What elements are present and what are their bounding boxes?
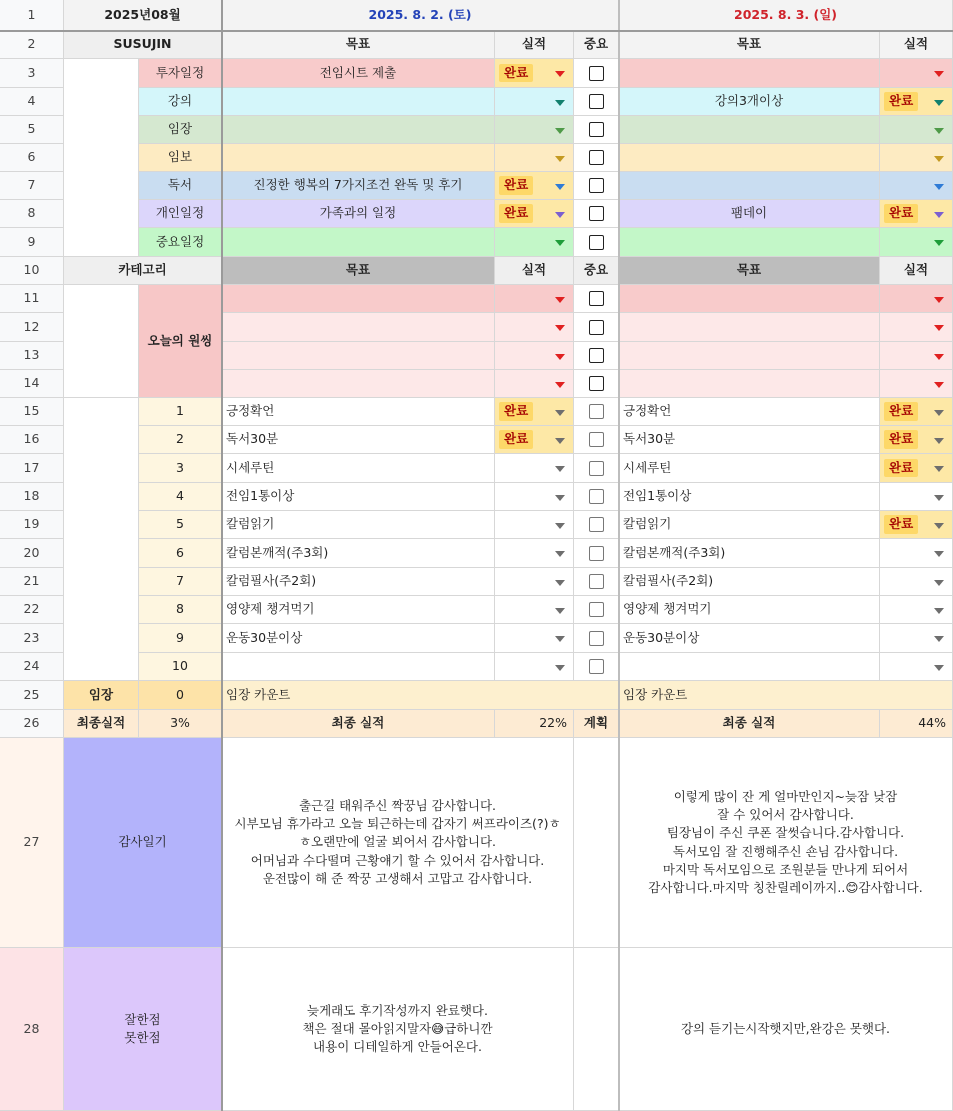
habit-number: 5 <box>139 511 222 539</box>
chevron-down-icon[interactable] <box>555 100 565 106</box>
checkbox-icon[interactable] <box>589 489 604 504</box>
gratitude-line: 어머님과 수다떨며 근황얘기 할 수 있어서 감사합니다. <box>250 852 545 868</box>
important-checkbox-cell[interactable] <box>574 596 619 624</box>
day1-goal: 가족과의 일정 <box>222 200 495 228</box>
day2-gratitude <box>619 738 953 948</box>
checkbox-icon[interactable] <box>589 150 604 165</box>
checkbox-icon[interactable] <box>589 94 604 109</box>
row-number: 16 <box>0 426 64 454</box>
day1-result-dropdown[interactable] <box>495 483 574 511</box>
gratitude-line: 감사합니다.마지막 칭찬릴레이까지..😊감사합니다. <box>648 879 923 895</box>
date-saturday: 2025. 8. 2. (토) <box>222 0 619 31</box>
important-checkbox-cell[interactable] <box>574 144 619 172</box>
day1-result-dropdown[interactable] <box>495 342 574 370</box>
habit-number: 2 <box>139 426 222 454</box>
status-chip: 완료 <box>884 92 918 110</box>
day1-result-dropdown[interactable] <box>495 426 574 454</box>
row-number: 22 <box>0 596 64 624</box>
day1-habit: 전임1통이상 <box>222 483 495 511</box>
status-chip: 완료 <box>499 402 533 420</box>
row-number: 10 <box>0 257 64 285</box>
chevron-down-icon[interactable] <box>934 551 944 557</box>
day1-goal: 전임시트 제출 <box>222 59 495 88</box>
chevron-down-icon[interactable] <box>934 325 944 331</box>
plan-label: 계획 <box>574 710 619 738</box>
row-number: 13 <box>0 342 64 370</box>
chevron-down-icon[interactable] <box>555 184 565 190</box>
chevron-down-icon[interactable] <box>934 580 944 586</box>
status-chip: 완료 <box>499 64 533 82</box>
day1-habit: 운동30분이상 <box>222 624 495 653</box>
day1-result-dropdown[interactable] <box>495 568 574 596</box>
day2-result-dropdown[interactable] <box>880 144 953 172</box>
row-number: 14 <box>0 370 64 398</box>
final-pct: 3% <box>139 710 222 738</box>
day1-habit: 시세루틴 <box>222 454 495 483</box>
status-chip: 완료 <box>499 204 533 222</box>
chevron-down-icon[interactable] <box>555 665 565 671</box>
chevron-down-icon[interactable] <box>555 382 565 388</box>
chevron-down-icon[interactable] <box>934 495 944 501</box>
gratitude-line: 출근길 태워주신 짝꿍님 감사합니다. <box>298 798 497 814</box>
review-label-bad: 못한점 <box>124 1030 161 1045</box>
day1-result-dropdown[interactable] <box>495 172 574 200</box>
blank-cell <box>574 948 619 1111</box>
day2-final-label: 최종 실적 <box>619 710 880 738</box>
day1-final-label: 최종 실적 <box>222 710 495 738</box>
day2-goal <box>619 285 880 313</box>
day1-result-dropdown[interactable] <box>495 228 574 257</box>
day2-result-dropdown[interactable] <box>880 568 953 596</box>
chevron-down-icon[interactable] <box>555 297 565 303</box>
chevron-down-icon[interactable] <box>555 438 565 444</box>
chevron-down-icon[interactable] <box>934 184 944 190</box>
checkbox-icon[interactable] <box>589 659 604 674</box>
chevron-down-icon[interactable] <box>555 325 565 331</box>
status-chip: 완료 <box>884 459 918 477</box>
day1-final-pct: 22% <box>495 710 574 738</box>
blank-cell <box>64 285 139 398</box>
gratitude-line: ㅎ오랜만에 얼굴 뵈어서 감사합니다. <box>298 834 497 850</box>
day2-goal: 팸데이 <box>619 200 880 228</box>
chevron-down-icon[interactable] <box>934 297 944 303</box>
checkbox-icon[interactable] <box>589 432 604 447</box>
checkbox-icon[interactable] <box>589 546 604 561</box>
day2-goal <box>619 59 880 88</box>
day2-habit <box>619 653 880 681</box>
imjang-label: 임장 <box>64 681 139 710</box>
habit-number: 9 <box>139 624 222 653</box>
chevron-down-icon[interactable] <box>555 466 565 472</box>
important-checkbox-cell[interactable] <box>574 313 619 342</box>
category-label: 개인일정 <box>139 200 222 228</box>
chevron-down-icon[interactable] <box>934 665 944 671</box>
checkbox-icon[interactable] <box>589 461 604 476</box>
important-checkbox-cell[interactable] <box>574 511 619 539</box>
day2-result-dropdown[interactable] <box>880 313 953 342</box>
important-checkbox-cell[interactable] <box>574 483 619 511</box>
category-label: 독서 <box>139 172 222 200</box>
habit-number: 1 <box>139 398 222 426</box>
day1-habit: 칼럼본깨적(주3회) <box>222 539 495 568</box>
important-checkbox-cell[interactable] <box>574 624 619 653</box>
status-chip: 완료 <box>499 176 533 194</box>
row-number: 1 <box>0 0 64 31</box>
day1-result-dropdown[interactable] <box>495 596 574 624</box>
day2-result-dropdown[interactable] <box>880 116 953 144</box>
vertical-divider <box>221 0 223 1111</box>
status-chip: 완료 <box>884 515 918 533</box>
checkbox-icon[interactable] <box>589 122 604 137</box>
day2-result-dropdown[interactable] <box>880 370 953 398</box>
status-chip: 완료 <box>884 430 918 448</box>
day2-habit: 칼럼본깨적(주3회) <box>619 539 880 568</box>
important-checkbox-cell[interactable] <box>574 172 619 200</box>
day1-goal <box>222 342 495 370</box>
day1-result-dropdown[interactable] <box>495 59 574 88</box>
gratitude-line: 이렇게 많이 잔 게 얼마만인지~늦잠 낮잠 <box>673 789 898 805</box>
final-label: 최종실적 <box>64 710 139 738</box>
review-label-good: 잘한점 <box>124 1011 161 1027</box>
status-chip: 완료 <box>499 430 533 448</box>
day2-goal <box>619 342 880 370</box>
gratitude-line: 잘 수 있어서 감사합니다. <box>717 807 854 823</box>
chevron-down-icon[interactable] <box>934 156 944 162</box>
chevron-down-icon[interactable] <box>555 495 565 501</box>
day1-goal: 진정한 행복의 7가지조건 완독 및 후기 <box>222 172 495 200</box>
day1-result-dropdown[interactable] <box>495 116 574 144</box>
category-label: 강의 <box>139 88 222 116</box>
row-number: 5 <box>0 116 64 144</box>
row-number: 2 <box>0 31 64 59</box>
col-goal-header: 목표 <box>619 31 880 59</box>
day1-result-dropdown[interactable] <box>495 200 574 228</box>
checkbox-icon[interactable] <box>589 348 604 363</box>
checkbox-icon[interactable] <box>589 631 604 646</box>
chevron-down-icon[interactable] <box>555 636 565 642</box>
day1-habit: 칼럼필사(주2회) <box>222 568 495 596</box>
important-checkbox-cell[interactable] <box>574 285 619 313</box>
day2-result-dropdown[interactable] <box>880 653 953 681</box>
day2-result-dropdown[interactable] <box>880 454 953 483</box>
day2-final-pct: 44% <box>880 710 953 738</box>
col-result-header: 실적 <box>495 31 574 59</box>
day1-result-dropdown[interactable] <box>495 653 574 681</box>
day1-goal <box>222 228 495 257</box>
day2-review <box>619 948 953 1111</box>
row-number: 19 <box>0 511 64 539</box>
day1-result-dropdown[interactable] <box>495 88 574 116</box>
day2-result-dropdown[interactable] <box>880 59 953 88</box>
col-result-header: 실적 <box>495 257 574 285</box>
review-label <box>64 948 222 1111</box>
row-number: 23 <box>0 624 64 653</box>
day2-result-dropdown[interactable] <box>880 88 953 116</box>
chevron-down-icon[interactable] <box>555 410 565 416</box>
category-label: 중요일정 <box>139 228 222 257</box>
imjang-count: 0 <box>139 681 222 710</box>
day2-goal <box>619 116 880 144</box>
one-thing-label: 오늘의 원씽 <box>139 285 222 398</box>
review-line: 강의 듣기는시작햇지만,완강은 못햇다. <box>680 1020 891 1036</box>
day2-habit: 칼럼읽기 <box>619 511 880 539</box>
day1-habit: 영양제 챙겨먹기 <box>222 596 495 624</box>
chevron-down-icon[interactable] <box>555 71 565 77</box>
gratitude-line: 팀장님이 주신 쿠폰 잘썻습니다.감사합니다. <box>666 825 905 841</box>
gratitude-line: 운전많이 해 준 짝꿍 고생해서 고맙고 감사합니다. <box>262 870 533 886</box>
day2-result-dropdown[interactable] <box>880 596 953 624</box>
checkbox-icon[interactable] <box>589 602 604 617</box>
day1-review <box>222 948 574 1111</box>
day2-goal <box>619 370 880 398</box>
habit-number: 3 <box>139 454 222 483</box>
day1-result-dropdown[interactable] <box>495 511 574 539</box>
day2-goal <box>619 172 880 200</box>
important-checkbox-cell[interactable] <box>574 454 619 483</box>
row-number: 24 <box>0 653 64 681</box>
day2-result-dropdown[interactable] <box>880 228 953 257</box>
vertical-divider <box>618 0 620 1111</box>
col-goal-header: 목표 <box>222 31 495 59</box>
col-important-header: 중요 <box>574 31 619 59</box>
status-chip: 완료 <box>884 402 918 420</box>
row-number: 9 <box>0 228 64 257</box>
gratitude-label: 감사일기 <box>64 738 222 948</box>
important-checkbox-cell[interactable] <box>574 653 619 681</box>
day2-result-dropdown[interactable] <box>880 511 953 539</box>
day2-habit: 영양제 챙겨먹기 <box>619 596 880 624</box>
day1-goal <box>222 313 495 342</box>
row-number: 12 <box>0 313 64 342</box>
day1-result-dropdown[interactable] <box>495 539 574 568</box>
day1-result-dropdown[interactable] <box>495 313 574 342</box>
chevron-down-icon[interactable] <box>934 212 944 218</box>
row-number: 28 <box>0 948 64 1111</box>
col-result-header: 실적 <box>880 31 953 59</box>
day2-habit: 긍정확언 <box>619 398 880 426</box>
day1-result-dropdown[interactable] <box>495 454 574 483</box>
col-important-header: 중요 <box>574 257 619 285</box>
day1-gratitude <box>222 738 574 948</box>
status-chip: 완료 <box>884 204 918 222</box>
day1-goal <box>222 144 495 172</box>
habit-number: 8 <box>139 596 222 624</box>
important-checkbox-cell[interactable] <box>574 342 619 370</box>
month-title: 2025년08월 <box>64 0 222 31</box>
row-number: 11 <box>0 285 64 313</box>
day2-result-dropdown[interactable] <box>880 426 953 454</box>
chevron-down-icon[interactable] <box>934 466 944 472</box>
gratitude-line: 마지막 독서모임으로 조원분들 만나게 되어서 <box>662 861 909 877</box>
chevron-down-icon[interactable] <box>934 382 944 388</box>
day2-imjang-count: 임장 카운트 <box>619 681 953 710</box>
row-number: 26 <box>0 710 64 738</box>
important-checkbox-cell[interactable] <box>574 539 619 568</box>
chevron-down-icon[interactable] <box>934 523 944 529</box>
day1-goal <box>222 116 495 144</box>
chevron-down-icon[interactable] <box>934 636 944 642</box>
row-number: 15 <box>0 398 64 426</box>
checkbox-icon[interactable] <box>589 574 604 589</box>
checkbox-icon[interactable] <box>589 235 604 250</box>
day2-habit: 칼럼필사(주2회) <box>619 568 880 596</box>
col-result-header: 실적 <box>880 257 953 285</box>
day1-result-dropdown[interactable] <box>495 624 574 653</box>
day2-result-dropdown[interactable] <box>880 342 953 370</box>
row-number: 21 <box>0 568 64 596</box>
blank-cell <box>64 59 139 257</box>
gratitude-line: 독서모임 잘 진행해주신 숀님 감사합니다. <box>672 843 899 859</box>
important-checkbox-cell[interactable] <box>574 228 619 257</box>
chevron-down-icon[interactable] <box>934 438 944 444</box>
owner-name: SUSUJIN <box>64 31 222 59</box>
day1-habit: 긍정확언 <box>222 398 495 426</box>
day2-result-dropdown[interactable] <box>880 285 953 313</box>
horizontal-divider <box>0 30 953 32</box>
important-checkbox-cell[interactable] <box>574 398 619 426</box>
important-checkbox-cell[interactable] <box>574 88 619 116</box>
chevron-down-icon[interactable] <box>555 523 565 529</box>
row-number: 4 <box>0 88 64 116</box>
day2-habit: 시세루틴 <box>619 454 880 483</box>
chevron-down-icon[interactable] <box>555 240 565 246</box>
chevron-down-icon[interactable] <box>555 212 565 218</box>
row-number: 18 <box>0 483 64 511</box>
gratitude-line: 시부모님 휴가라고 오늘 퇴근하는데 갑자기 써프라이즈(?)ㅎ <box>234 816 561 832</box>
day1-goal <box>222 88 495 116</box>
checkbox-icon[interactable] <box>589 376 604 391</box>
col-goal-header: 목표 <box>222 257 495 285</box>
row-number: 6 <box>0 144 64 172</box>
checkbox-icon[interactable] <box>589 517 604 532</box>
checkbox-icon[interactable] <box>589 66 604 81</box>
day1-goal <box>222 370 495 398</box>
checkbox-icon[interactable] <box>589 404 604 419</box>
important-checkbox-cell[interactable] <box>574 116 619 144</box>
chevron-down-icon[interactable] <box>934 128 944 134</box>
chevron-down-icon[interactable] <box>555 551 565 557</box>
habit-number: 4 <box>139 483 222 511</box>
row-number: 25 <box>0 681 64 710</box>
row-number: 7 <box>0 172 64 200</box>
day1-habit: 칼럼읽기 <box>222 511 495 539</box>
chevron-down-icon[interactable] <box>934 354 944 360</box>
day1-goal <box>222 285 495 313</box>
day2-result-dropdown[interactable] <box>880 624 953 653</box>
day2-result-dropdown[interactable] <box>880 539 953 568</box>
day1-result-dropdown[interactable] <box>495 144 574 172</box>
day1-result-dropdown[interactable] <box>495 398 574 426</box>
day2-goal <box>619 228 880 257</box>
blank-cell <box>64 398 139 681</box>
category-label: 임장 <box>139 116 222 144</box>
chevron-down-icon[interactable] <box>555 580 565 586</box>
review-line: 늦게래도 후기작성까지 완료햇다. <box>307 1002 488 1018</box>
important-checkbox-cell[interactable] <box>574 200 619 228</box>
important-checkbox-cell[interactable] <box>574 426 619 454</box>
habit-number: 7 <box>139 568 222 596</box>
habit-number: 6 <box>139 539 222 568</box>
day2-habit: 전임1통이상 <box>619 483 880 511</box>
blank-cell <box>574 738 619 948</box>
important-checkbox-cell[interactable] <box>574 568 619 596</box>
day1-result-dropdown[interactable] <box>495 370 574 398</box>
col-goal-header: 목표 <box>619 257 880 285</box>
day2-habit: 운동30분이상 <box>619 624 880 653</box>
day2-result-dropdown[interactable] <box>880 200 953 228</box>
category-label: 임보 <box>139 144 222 172</box>
day2-result-dropdown[interactable] <box>880 398 953 426</box>
important-checkbox-cell[interactable] <box>574 59 619 88</box>
row-number: 17 <box>0 454 64 483</box>
day2-goal <box>619 313 880 342</box>
row-number: 20 <box>0 539 64 568</box>
day2-habit: 독서30분 <box>619 426 880 454</box>
category-label: 투자일정 <box>139 59 222 88</box>
row-number: 3 <box>0 59 64 88</box>
chevron-down-icon[interactable] <box>934 608 944 614</box>
chevron-down-icon[interactable] <box>555 354 565 360</box>
checkbox-icon[interactable] <box>589 206 604 221</box>
row-number: 8 <box>0 200 64 228</box>
day1-result-dropdown[interactable] <box>495 285 574 313</box>
chevron-down-icon[interactable] <box>555 156 565 162</box>
chevron-down-icon[interactable] <box>934 240 944 246</box>
category-header: 카테고리 <box>64 257 222 285</box>
important-checkbox-cell[interactable] <box>574 370 619 398</box>
day2-result-dropdown[interactable] <box>880 172 953 200</box>
row-number: 27 <box>0 738 64 948</box>
chevron-down-icon[interactable] <box>555 128 565 134</box>
day1-habit <box>222 653 495 681</box>
day1-habit: 독서30분 <box>222 426 495 454</box>
chevron-down-icon[interactable] <box>934 71 944 77</box>
day1-imjang-count: 임장 카운트 <box>222 681 619 710</box>
day2-goal <box>619 144 880 172</box>
review-line: 내용이 디테일하게 안들어온다. <box>313 1039 482 1055</box>
review-line: 책은 절대 몰아읽지말자😅급하니깐 <box>302 1020 493 1036</box>
day2-result-dropdown[interactable] <box>880 483 953 511</box>
checkbox-icon[interactable] <box>589 178 604 193</box>
chevron-down-icon[interactable] <box>934 410 944 416</box>
checkbox-icon[interactable] <box>589 291 604 306</box>
chevron-down-icon[interactable] <box>934 100 944 106</box>
habit-number: 10 <box>139 653 222 681</box>
date-sunday: 2025. 8. 3. (일) <box>619 0 953 31</box>
checkbox-icon[interactable] <box>589 320 604 335</box>
day2-goal: 강의3개이상 <box>619 88 880 116</box>
chevron-down-icon[interactable] <box>555 608 565 614</box>
